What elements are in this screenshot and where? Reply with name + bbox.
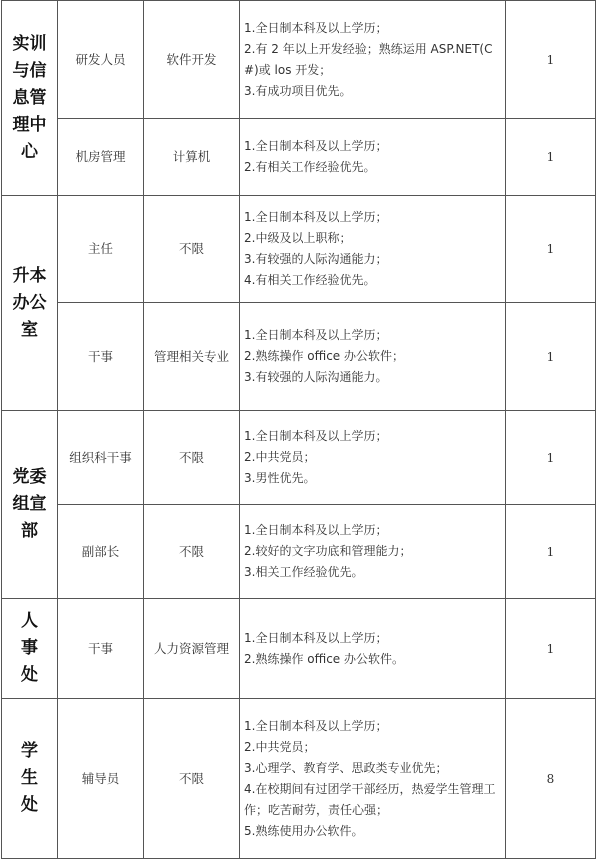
table-row [2,505,596,599]
position-name: 干事 [87,640,113,656]
table-row [2,411,596,505]
department-cell [2,599,58,699]
table-row [2,699,596,859]
headcount-cell [506,411,596,505]
headcount-cell [506,119,596,196]
requirement-item: 4.有相关工作经验优先。 [244,273,376,287]
requirement-item: 3.有较强的人际沟通能力。 [244,370,388,384]
position-name-cell [58,196,144,303]
position-name: 主任 [87,241,113,256]
position-name-cell [58,1,144,119]
requirement-item: 5.熟练使用办公软件。 [244,823,364,838]
position-name-cell [58,411,144,505]
major-requirement-cell [144,196,240,303]
requirement-item: 1.全日制本科及以上学历； [244,630,388,645]
major-requirement-cell [144,411,240,505]
headcount: 1 [546,544,555,559]
department-cell [2,411,58,599]
headcount: 1 [546,52,555,67]
major-requirement-cell [144,505,240,599]
position-name-cell [58,699,144,859]
requirement-item: 2.中级及以上职称； [244,231,352,245]
position-name: 研发人员 [75,51,126,67]
major-requirement-cell [144,599,240,699]
requirements-cell [240,119,506,196]
headcount: 1 [546,242,555,256]
requirement-item: 3.有较强的人际沟通能力； [244,252,388,266]
requirements-cell [240,303,506,411]
requirement-item: 1.全日制本科及以上学历； [244,718,388,733]
requirement-item: 2.有 2 年以上开发经验；熟练运用 ASP.NET(C#)或 los 开发； [244,41,493,77]
department-name: 党委组宣部 [12,467,47,541]
department-name: 人事处 [21,611,38,685]
table-row [2,196,596,303]
major-requirement: 管理相关专业 [153,348,229,364]
recruitment-table [1,0,596,859]
requirements-cell [240,196,506,303]
headcount: 1 [546,349,555,364]
requirement-item: 2.中共党员； [244,739,316,754]
headcount-cell [506,505,596,599]
position-name: 机房管理 [75,149,126,164]
major-requirement: 不限 [178,770,204,786]
position-name: 干事 [87,348,113,364]
headcount: 1 [546,450,555,465]
position-name: 副部长 [81,543,120,559]
table-row [2,119,596,196]
headcount-cell [506,303,596,411]
table-row [2,1,596,119]
requirement-item: 3.心理学、教育学、思政类专业优先； [244,760,448,775]
headcount: 1 [546,150,555,164]
major-requirement: 计算机 [172,149,211,164]
table-row [2,303,596,411]
department-name: 学生处 [21,741,38,815]
position-name-cell [58,505,144,599]
department-cell [2,699,58,859]
position-name-cell [58,119,144,196]
major-requirement-cell [144,119,240,196]
requirement-item: 3.有成功项目优先。 [244,83,352,98]
headcount-cell [506,196,596,303]
headcount: 1 [546,641,555,656]
requirement-item: 1.全日制本科及以上学历； [244,523,388,537]
major-requirement: 不限 [178,543,204,559]
requirements-cell [240,505,506,599]
requirements-cell [240,699,506,859]
headcount-cell [506,599,596,699]
requirement-item: 2.有相关工作经验优先。 [244,160,376,174]
requirement-item: 1.全日制本科及以上学历； [244,429,388,443]
major-requirement: 软件开发 [166,51,217,67]
position-name: 辅导员 [81,770,120,786]
major-requirement-cell [144,303,240,411]
requirement-item: 1.全日制本科及以上学历； [244,210,388,224]
department-cell [2,1,58,196]
major-requirement-cell [144,1,240,119]
requirement-item: 3.男性优先。 [244,471,316,485]
requirement-item: 4.在校期间有过团学干部经历，热爱学生管理工作；吃苦耐劳，责任心强； [244,781,496,817]
requirement-item: 1.全日制本科及以上学历； [244,328,388,342]
position-name: 组织科干事 [69,449,132,465]
major-requirement: 不限 [178,449,204,465]
requirement-item: 1.全日制本科及以上学历； [244,139,388,153]
requirements-cell [240,1,506,119]
requirement-item: 2.中共党员； [244,450,316,464]
position-name-cell [58,303,144,411]
table-row [2,599,596,699]
department-name: 升本办公室 [12,265,47,340]
requirement-item: 2.熟练操作 office 办公软件； [244,349,405,363]
requirement-item: 3.相关工作经验优先。 [244,565,364,579]
position-name-cell [58,599,144,699]
headcount: 8 [546,771,555,786]
headcount-cell [506,1,596,119]
requirement-item: 2.熟练操作 office 办公软件。 [244,651,405,666]
major-requirement: 人力资源管理 [153,640,229,656]
requirement-item: 1.全日制本科及以上学历； [244,20,388,35]
department-name: 实训与信息管理中心 [12,33,47,162]
requirements-cell [240,599,506,699]
requirements-cell [240,411,506,505]
headcount-cell [506,699,596,859]
department-cell [2,196,58,411]
requirement-item: 2.较好的文字功底和管理能力； [244,544,412,558]
major-requirement: 不限 [178,241,204,256]
major-requirement-cell [144,699,240,859]
